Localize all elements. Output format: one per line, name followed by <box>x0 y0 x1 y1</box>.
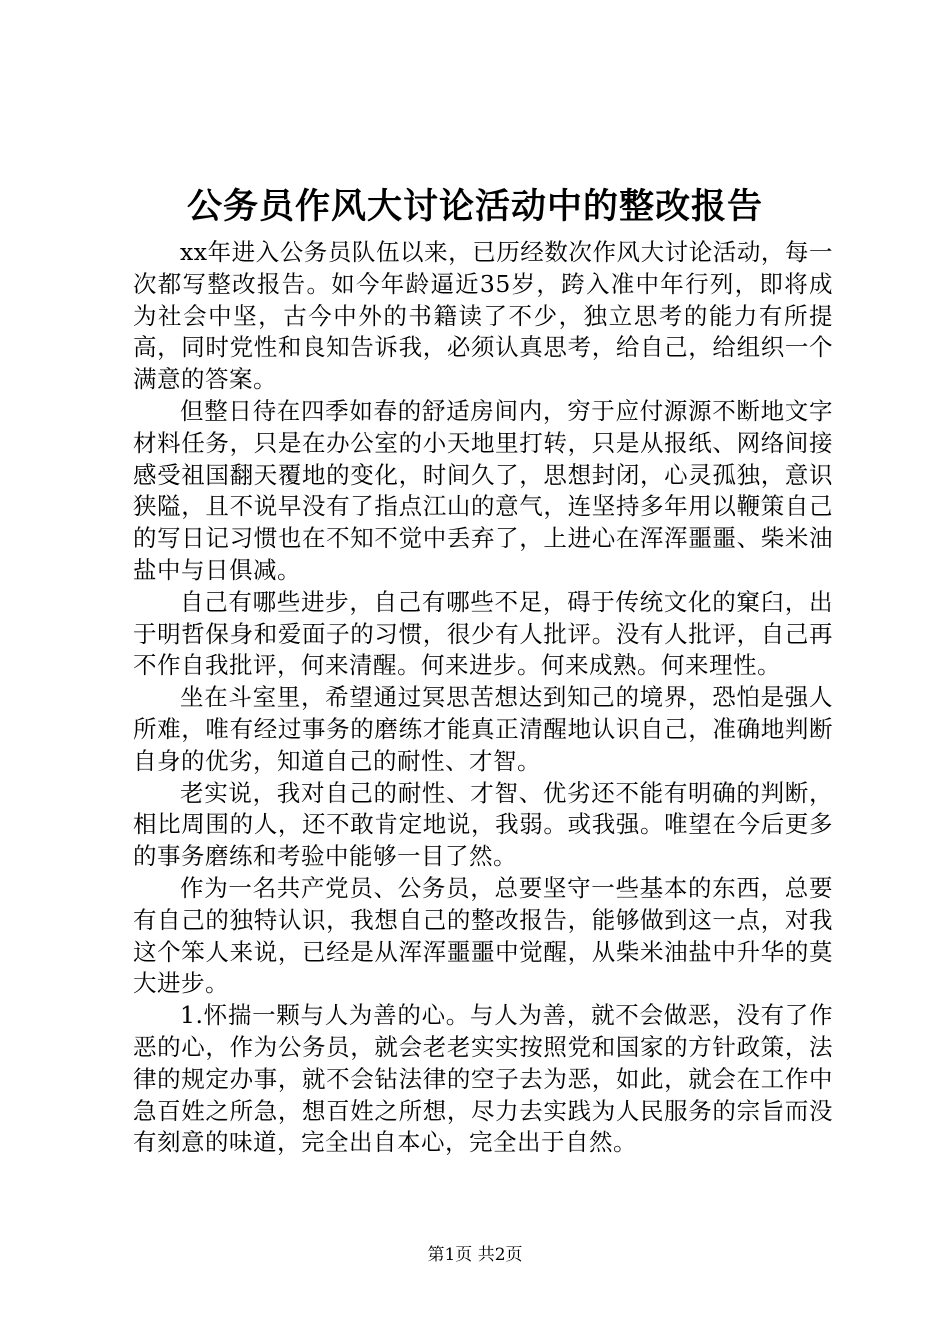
paragraph-7: 1.怀揣一颗与人为善的心。与人为善，就不会做恶，没有了作恶的心，作为公务员，就会老老实实按照党和国家的方针政策，法律的规定办事，就不会钻法律的空子去为恶，如此，就会在工作中急百姓之所急，想百姓之所想，尽力去实践为人民服务的宗旨而没有刻意的味道，完全出自本心，完全出于自然。 <box>133 1001 833 1157</box>
document-body <box>133 237 833 1159</box>
paragraph-6: 作为一名共产党员、公务员，总要坚守一些基本的东西，总要有自己的独特认识，我想自己的整改报告，能够做到这一点，对我这个笨人来说，已经是从浑浑噩噩中觉醒，从柴米油盐中升华的莫大进步。 <box>133 873 833 998</box>
paragraph-2: 但整日待在四季如春的舒适房间内，穷于应付源源不断地文字材料任务，只是在办公室的小天地里打转，只是从报纸、网络间接感受祖国翻天覆地的变化，时间久了，思想封闭，心灵孤独，意识狭隘，且不说早没有了指点江山的意气，连坚持多年用以鞭策自己的写日记习惯也在不知不觉中丢弃了，上进心在浑浑噩噩、柴米油盐中与日俱减。 <box>133 396 833 584</box>
paragraph-1: xx年进入公务员队伍以来，已历经数次作风大讨论活动，每一次都写整改报告。如今年龄逼近35岁，跨入准中年行列，即将成为社会中坚，古今中外的书籍读了不少，独立思考的能力有所提高，同时党性和良知告诉我，必须认真思考，给自己，给组织一个满意的答案。 <box>133 238 833 394</box>
page-number-footer: 第1页 共2页 <box>427 1245 523 1265</box>
paragraph-3: 自己有哪些进步，自己有哪些不足，碍于传统文化的窠臼，出于明哲保身和爱面子的习惯，很少有人批评。没有人批评，自己再不作自我批评，何来清醒。何来进步。何来成熟。何来理性。 <box>133 587 833 680</box>
paragraph-5: 老实说，我对自己的耐性、才智、优劣还不能有明确的判断，相比周围的人，还不敢肯定地说，我弱。或我强。唯望在今后更多的事务磨练和考验中能够一目了然。 <box>133 778 833 871</box>
document-title: 公务员作风大讨论活动中的整改报告 <box>186 186 763 227</box>
paragraph-4: 坐在斗室里，希望通过冥思苦想达到知己的境界，恐怕是强人所难，唯有经过事务的磨练才能真正清醒地认识自己，准确地判断自身的优劣，知道自己的耐性、才智。 <box>133 683 833 775</box>
